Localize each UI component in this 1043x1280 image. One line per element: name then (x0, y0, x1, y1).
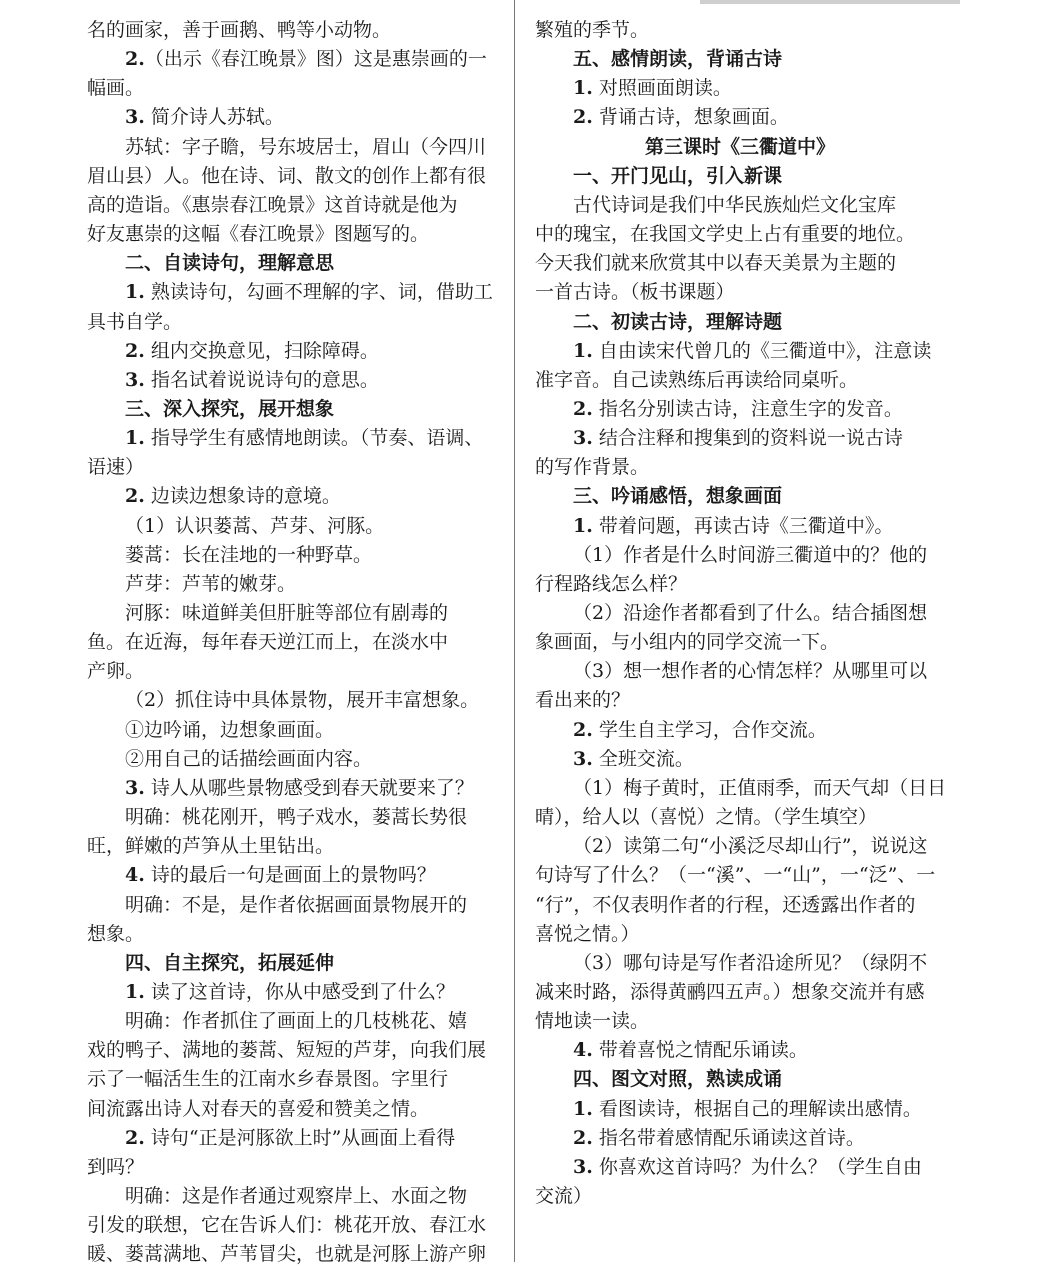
text-line: （1）作者是什么时间游三衢道中的？他的 (573, 543, 928, 566)
section-heading: 五、感情朗读，背诵古诗 (573, 48, 783, 71)
text-line: 1. 指导学生有感情地朗读。（节奏、语调、 (125, 427, 484, 450)
text-line: 情地读一读。 (535, 1010, 650, 1033)
text-line: 2. 诗句“正是河豚欲上时”从画面上看得 (125, 1126, 456, 1149)
text-line: 名的画家，善于画鹅、鸭等小动物。 (87, 19, 392, 41)
text-line: ②用自己的话描绘画面内容。 (125, 747, 373, 770)
text-line: 4. 带着喜悦之情配乐诵读。 (573, 1039, 808, 1062)
text-line: 间流露出诗人对春天的喜爱和赞美之情。 (87, 1097, 430, 1120)
top-edge-shadow (700, 0, 960, 4)
text-line: （1）梅子黄时，正值雨季，而天气却（日日 (573, 776, 947, 799)
text-line: （2）抓住诗中具体景物，展开丰富想象。 (125, 689, 480, 712)
text-line: 一首古诗。（板书课题） (535, 281, 735, 304)
text-line: 明确：桃花刚开，鸭子戏水，蒌蒿长势很 (125, 806, 468, 829)
text-line: （2）读第二句“小溪泛尽却山行”，说说这 (573, 835, 928, 858)
text-line: ①边吟诵，边想象画面。 (125, 718, 335, 741)
item-number: 2. (125, 1126, 145, 1149)
item-number: 1. (125, 980, 145, 1003)
text-line: 产卵。 (87, 660, 145, 683)
text-line: 中的瑰宝，在我国文学史上占有重要的地位。 (535, 223, 916, 246)
item-number: 1. (125, 427, 145, 450)
text-line: （1）认识蒌蒿、芦芽、河豚。 (125, 514, 385, 537)
item-number: 2. (125, 48, 145, 71)
item-number: 2. (573, 718, 593, 741)
item-number: 3. (573, 427, 593, 450)
text-line: 1. 看图读诗，根据自己的理解读出感情。 (573, 1097, 922, 1120)
text-line: 1. 带着问题，再读古诗《三衢道中》。 (573, 514, 894, 537)
section-heading: 一、开门见山，引入新课 (573, 164, 783, 187)
text-line: 1. 对照画面朗读。 (573, 77, 732, 100)
text-line: 2. 指名分别读古诗，注意生字的发音。 (573, 397, 903, 420)
text-line: 3. 全班交流。 (573, 747, 694, 770)
text-line: 语速） (87, 456, 145, 479)
text-line: 古代诗词是我们中华民族灿烂文化宝库 (573, 193, 897, 216)
text-line: 暖、蒌蒿满地、芦苇冒尖，也就是河豚上游产卵 (87, 1243, 487, 1266)
text-line: 4. 诗的最后一句是画面上的景物吗？ (125, 864, 436, 887)
section-heading: 四、自主探究，拓展延伸 (125, 951, 335, 974)
text-line: 明确：不是，是作者依据画面景物展开的 (125, 893, 468, 916)
text-line: 戏的鸭子、满地的蒌蒿、短短的芦芽，向我们展 (87, 1039, 487, 1062)
text-line: 象画面，与小组内的同学交流一下。 (535, 631, 840, 654)
text-line: 明确：作者抓住了画面上的几枝桃花、嬉 (125, 1010, 468, 1033)
section-heading: 三、深入探究，展开想象 (125, 397, 335, 420)
text-line: 的写作背景。 (535, 456, 650, 479)
text-line: （2）沿途作者都看到了什么。结合插图想 (573, 602, 928, 624)
item-number: 2. (125, 485, 145, 508)
item-number: 2. (125, 339, 145, 362)
text-line: 旺，鲜嫩的芦笋从土里钻出。 (87, 835, 335, 858)
text-line: 喜悦之情。） (535, 922, 640, 945)
column-divider (514, 0, 515, 1262)
text-line: 3. 诗人从哪些景物感受到春天就要来了？ (125, 776, 474, 799)
item-number: 1. (573, 514, 593, 537)
text-line: 2. 学生自主学习，合作交流。 (573, 718, 827, 741)
lesson-title: 第三课时《三衢道中》 (644, 135, 835, 158)
text-line: 1. 自由读宋代曾几的《三衢道中》，注意读 (573, 339, 932, 362)
text-line: 蒌蒿：长在洼地的一种野草。 (125, 543, 373, 566)
item-number: 3. (573, 1155, 593, 1178)
text-line: 2. 边读边想象诗的意境。 (125, 485, 341, 508)
text-line: 2.（出示《春江晚景》图）这是惠崇画的一 (125, 48, 487, 71)
text-line: 高的造诣。《惠崇春江晚景》这首诗就是他为 (87, 193, 458, 216)
text-line: 河豚：味道鲜美但肝脏等部位有剧毒的 (125, 602, 449, 624)
text-line: 芦芽：芦苇的嫩芽。 (125, 572, 297, 595)
text-line: 2. 背诵古诗，想象画面。 (573, 106, 789, 129)
item-number: 3. (125, 368, 145, 391)
item-number: 1. (125, 281, 145, 304)
text-line: 到吗？ (87, 1155, 145, 1178)
text-line: “行”，不仅表明作者的行程，还透露出作者的 (535, 893, 916, 916)
text-line: 行程路线怎么样？ (535, 572, 688, 595)
text-line: 晴），给人以（喜悦）之情。（学生填空） (535, 806, 878, 829)
text-line: 句诗写了什么？（一“溪”、一“山”，一“泛”、一 (535, 864, 936, 887)
item-number: 3. (573, 747, 593, 770)
text-line: 示了一幅活生生的江南水乡春景图。字里行 (87, 1068, 449, 1091)
text-line: 今天我们就来欣赏其中以春天美景为主题的 (535, 252, 897, 275)
item-number: 1. (573, 1097, 593, 1120)
text-line: （3）哪句诗是写作者沿途所见？（绿阴不 (573, 951, 928, 974)
item-number: 3. (125, 776, 145, 799)
text-line: 繁殖的季节。 (535, 19, 650, 41)
item-number: 1. (573, 77, 593, 100)
text-line: 明确：这是作者通过观察岸上、水面之物 (125, 1185, 468, 1207)
item-number: 4. (125, 864, 145, 887)
item-number: 2. (573, 397, 593, 420)
text-line: 减来时路，添得黄鹂四五声。）想象交流并有感 (535, 980, 925, 1003)
text-line: （3）想一想作者的心情怎样？从哪里可以 (573, 660, 928, 683)
text-line: 3. 结合注释和搜集到的资料说一说古诗 (573, 427, 903, 450)
text-line: 3. 你喜欢这首诗吗？为什么？（学生自由 (573, 1155, 922, 1178)
section-heading: 四、图文对照，熟读成诵 (573, 1068, 783, 1091)
item-number: 4. (573, 1039, 593, 1062)
text-line: 3. 简介诗人苏轼。 (125, 106, 284, 129)
text-line: 鱼。在近海，每年春天逆江而上，在淡水中 (87, 631, 449, 654)
item-number: 2. (573, 106, 593, 129)
text-line: 引发的联想，它在告诉人们：桃花开放、春江水 (87, 1214, 487, 1237)
section-heading: 三、吟诵感悟，想象画面 (573, 485, 783, 508)
text-line: 苏轼：字子瞻，号东坡居士，眉山（今四川 (125, 135, 487, 158)
text-line: 2. 指名带着感情配乐诵读这首诗。 (573, 1126, 865, 1149)
text-line: 眉山县）人。他在诗、词、散文的创作上都有很 (87, 164, 487, 187)
text-line: 好友惠崇的这幅《春江晚景》图题写的。 (87, 223, 430, 246)
text-line: 交流） (535, 1185, 593, 1207)
text-line: 1. 熟读诗句，勾画不理解的字、词，借助工 (125, 281, 493, 304)
text-line: 幅画。 (87, 77, 145, 100)
text-line: 1. 读了这首诗，你从中感受到了什么？ (125, 980, 455, 1003)
section-heading: 二、自读诗句，理解意思 (125, 252, 335, 275)
text-line: 3. 指名试着说说诗句的意思。 (125, 368, 379, 391)
text-line: 2. 组内交换意见，扫除障碍。 (125, 339, 379, 362)
text-line: 看出来的？ (535, 689, 631, 712)
text-line: 具书自学。 (87, 310, 183, 333)
item-number: 1. (573, 339, 593, 362)
section-heading: 二、初读古诗，理解诗题 (573, 310, 783, 333)
text-line: 想象。 (87, 922, 145, 945)
text-line: 准字音。自己读熟练后再读给同桌听。 (535, 368, 859, 391)
item-number: 3. (125, 106, 145, 129)
item-number: 2. (573, 1126, 593, 1149)
